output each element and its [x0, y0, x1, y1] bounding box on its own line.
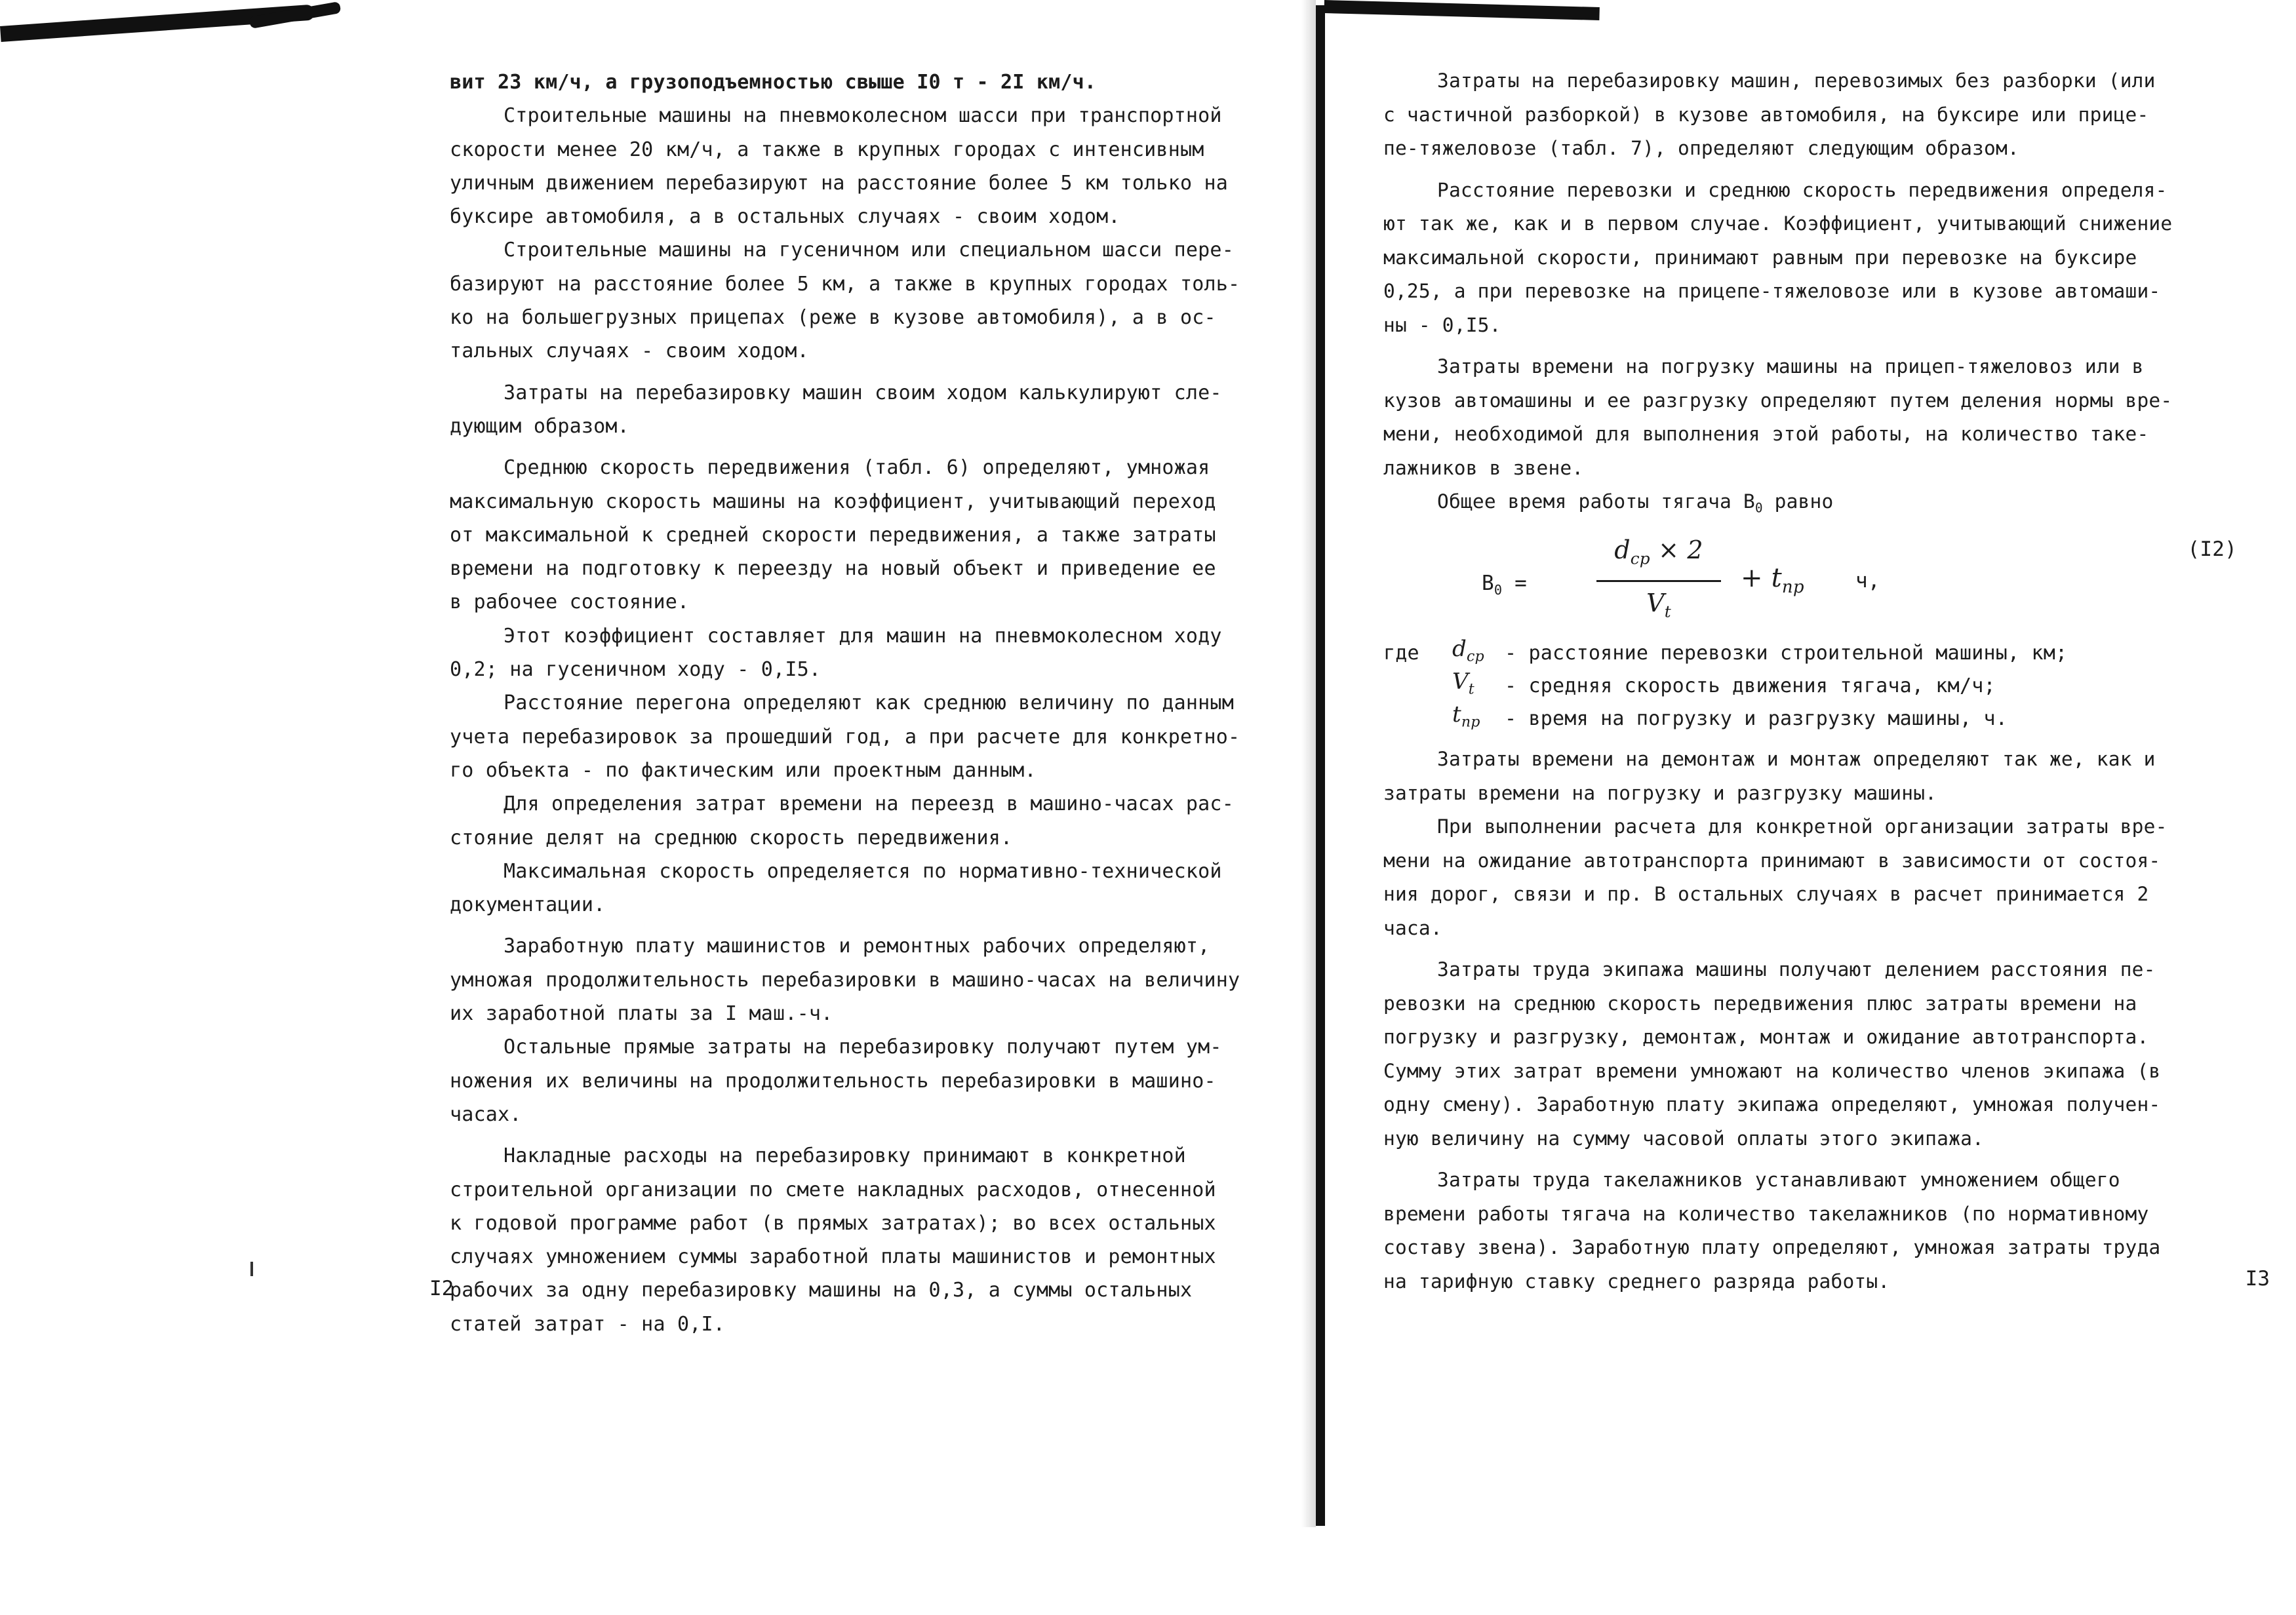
text-line: лажников в звене. [1383, 456, 1584, 479]
text-run: равно [1774, 490, 1834, 513]
text-line: стояние делят на среднюю скорость передвижения. [450, 826, 1013, 849]
text-line: го объекта - по фактическим или проектным данным. [450, 758, 1037, 782]
formula-number: (I2) [2187, 537, 2237, 562]
text-line: базируют на расстояние более 5 км, а также в крупных городах толь- [450, 272, 1240, 296]
text-line: мени на ожидание автотранспорта принимают в зависимости от состоя- [1383, 849, 2161, 872]
text-line: ны - 0,I5. [1383, 313, 1501, 336]
text-line: Расстояние перегона определяют как среднюю величину по данным [504, 691, 1234, 715]
formula-fraction [1593, 529, 1724, 632]
right-page [1331, 0, 2296, 1615]
text-line: документации. [450, 893, 606, 917]
text-line: дующим образом. [450, 414, 629, 438]
formula-lhs [1482, 567, 1527, 608]
formula-plus: + [1741, 563, 1763, 594]
text-line: Затраты на перебазировку машин своим ходом калькулируют сле- [504, 381, 1222, 404]
formula-numerator [1593, 529, 1724, 580]
formula-legend [1383, 636, 2242, 735]
subscript: t [1468, 680, 1475, 698]
text-line: учета перебазировок за прошедший год, а при расчете для конкретно- [450, 725, 1240, 749]
text-line: с частичной разборкой) в кузове автомобиля, на буксире или прице- [1383, 103, 2149, 126]
text-line: Для определения затрат времени на переезд в машино-часах рас- [504, 792, 1234, 816]
legend-symbol [1452, 698, 1480, 739]
text-line: на тарифную ставку среднего разряда работы. [1383, 1270, 1890, 1293]
subscript: 0 [1494, 582, 1503, 598]
subscript: пр [1781, 577, 1804, 598]
text-line: Накладные расходы на перебазировку принимают в конкретной [504, 1144, 1186, 1168]
text-line: Остальные прямые затраты на перебазировку получают путем ум- [504, 1036, 1222, 1059]
text-line: 0,25, а при перевозке на прицепе-тяжеловозе или в кузове автомаши- [1383, 280, 2161, 302]
text-line: ния дорог, связи и пр. В остальных случаях в расчет принимается 2 [1383, 883, 2149, 906]
left-page-text [450, 66, 1315, 1341]
formula-symbol: d [1614, 535, 1631, 565]
text-line: максимальную скорость машины на коэффициент, учитывающий переход [450, 490, 1216, 513]
text-line: строительной организации по смете накладных расходов, отнесенной [450, 1178, 1216, 1201]
text-line: их заработной платы за I маш.-ч. [450, 1002, 833, 1026]
page-number: I3 [2245, 1267, 2270, 1291]
text-line: в рабочее состояние. [450, 591, 690, 614]
text-line: Расстояние перевозки и среднюю скорость передвижения определя- [1437, 178, 2167, 201]
formula-equals: = [1514, 572, 1527, 596]
legend-desc: - расстояние перевозки строительной машины, км; [1505, 642, 2068, 665]
subscript: 0 [1754, 500, 1763, 516]
subscript: t [1664, 602, 1671, 621]
subscript: ср [1466, 648, 1484, 665]
text-line: уличным движением перебазируют на расстояние более 5 км только на [450, 171, 1228, 195]
text-line [1383, 485, 2242, 525]
text-line: Затраты времени на погрузку машины на прицеп-тяжеловоз или в [1437, 355, 2144, 378]
text-line: Максимальная скорость определяется по нормативно-технической [504, 859, 1222, 883]
text-line: ют так же, как и в первом случае. Коэффициент, учитывающий снижение [1383, 212, 2173, 235]
text-line: ревозки на среднюю скорость передвижения плюс затраты времени на [1383, 992, 2137, 1015]
text-line: Сумму этих затрат времени умножают на количество членов экипажа (в [1383, 1059, 2161, 1082]
text-line: случаях умножением суммы заработной платы машинистов и ремонтных [450, 1245, 1216, 1269]
text-line: ко на большегрузных прицепах (реже в кузове автомобиля), а в ос- [450, 306, 1216, 330]
legend-row [1383, 669, 2242, 702]
text-line: максимальной скорости, принимают равным при перевозке на буксире [1383, 246, 2137, 269]
formula-unit: ч, [1855, 569, 1880, 593]
legend-desc: - средняя скорость движения тягача, км/ч; [1505, 674, 1996, 698]
text-run: Общее время работы тягача В [1437, 490, 1755, 513]
text-line: к годовой программе работ (в прямых затратах); во всех остальных [450, 1211, 1216, 1235]
text-line: Заработную плату машинистов и ремонтных рабочих определяют, [504, 935, 1210, 958]
text-line: часа. [1383, 916, 1442, 939]
text-line: времени на подготовку к переезду на новый объект и приведение ее [450, 557, 1216, 581]
text-line: мени, необходимой для выполнения этой работы, на количество таке- [1383, 423, 2149, 445]
text-line: времени работы тягача на количество такелажников (по нормативному [1383, 1202, 2149, 1225]
legend-row [1383, 636, 2242, 669]
formula-symbol: V [1646, 588, 1665, 617]
text-line: Строительные машины на гусеничном или специальном шасси пере- [504, 239, 1234, 262]
subscript: пр [1461, 713, 1480, 731]
text-line: ную величину на сумму часовой оплаты этого экипажа. [1383, 1127, 1984, 1150]
text-line: умножая продолжительность перебазировки в машино-часах на величину [450, 968, 1240, 992]
formula-symbol: t [1452, 701, 1461, 728]
text-line: ножения их величины на продолжительность перебазировки в машино- [450, 1069, 1216, 1093]
text-line: Этот коэффициент составляет для машин на пневмоколесном ходу [504, 624, 1222, 648]
text-line: статей затрат - на 0,I. [450, 1312, 726, 1336]
legend-where: где [1383, 642, 1419, 665]
text-line: 0,2; на гусеничном ходу - 0,I5. [450, 658, 821, 682]
page-number: I2 [429, 1277, 454, 1300]
text-line: затраты времени на погрузку и разгрузку машины. [1383, 781, 1937, 804]
text-line: вит 23 км/ч, а грузоподъемностью свыше I0 т - 2I км/ч. [450, 71, 1097, 94]
formula-symbol: t [1771, 563, 1782, 594]
text-line: Затраты труда экипажа машины получают делением расстояния пе- [1437, 958, 2156, 981]
text-line: буксире автомобиля, а в остальных случаях - своим ходом. [450, 205, 1120, 229]
legend-row [1383, 702, 2242, 735]
text-line: Затраты времени на демонтаж и монтаж определяют так же, как и [1437, 748, 2156, 771]
text-line: составу звена). Заработную плату определяют, умножая затраты труда [1383, 1236, 2161, 1259]
text-line: Затраты труда такелажников устанавливают умножением общего [1437, 1169, 2120, 1192]
formula-symbol: d [1452, 636, 1467, 663]
formula-plus-term [1741, 562, 1804, 605]
text-line: скорости менее 20 км/ч, а также в крупных городах с интенсивным [450, 138, 1204, 161]
text-line: одну смену). Заработную плату экипажа определяют, умножая получен- [1383, 1093, 2161, 1116]
text-line: Среднюю скорость передвижения (табл. 6) определяют, умножая [504, 456, 1210, 480]
text-line: от максимальной к средней скорости передвижения, а также затраты [450, 523, 1216, 547]
text-line: кузов автомашины и ее разгрузку определяют путем деления нормы вре- [1383, 389, 2173, 412]
formula-denominator [1593, 582, 1724, 633]
text-line: погрузку и разгрузку, демонтаж, монтаж и ожидание автотранспорта. [1383, 1026, 2149, 1049]
text-line: тальных случаях - своим ходом. [450, 340, 809, 363]
text-line: Строительные машины на пневмоколесном шасси при транспортной [504, 104, 1222, 128]
formula-term: × 2 [1658, 535, 1703, 565]
formula-12 [1383, 529, 2242, 634]
text-line: часах. [450, 1102, 522, 1126]
text-line: рабочих за одну перебазировку машины на 0,3, а суммы остальных [450, 1279, 1193, 1302]
legend-desc: - время на погрузку и разгрузку машины, ч. [1505, 707, 2008, 731]
formula-symbol: V [1452, 669, 1469, 695]
text-line: При выполнении расчета для конкретной организации затраты вре- [1437, 815, 2167, 838]
subscript: ср [1630, 549, 1650, 568]
right-page-text [1383, 64, 2242, 1298]
text-line: Затраты на перебазировку машин, перевозимых без разборки (или [1437, 69, 2156, 92]
text-line: пе-тяжеловозе (табл. 7), определяют следующим образом. [1383, 137, 2019, 159]
formula-lhs-symbol: В [1482, 572, 1494, 596]
